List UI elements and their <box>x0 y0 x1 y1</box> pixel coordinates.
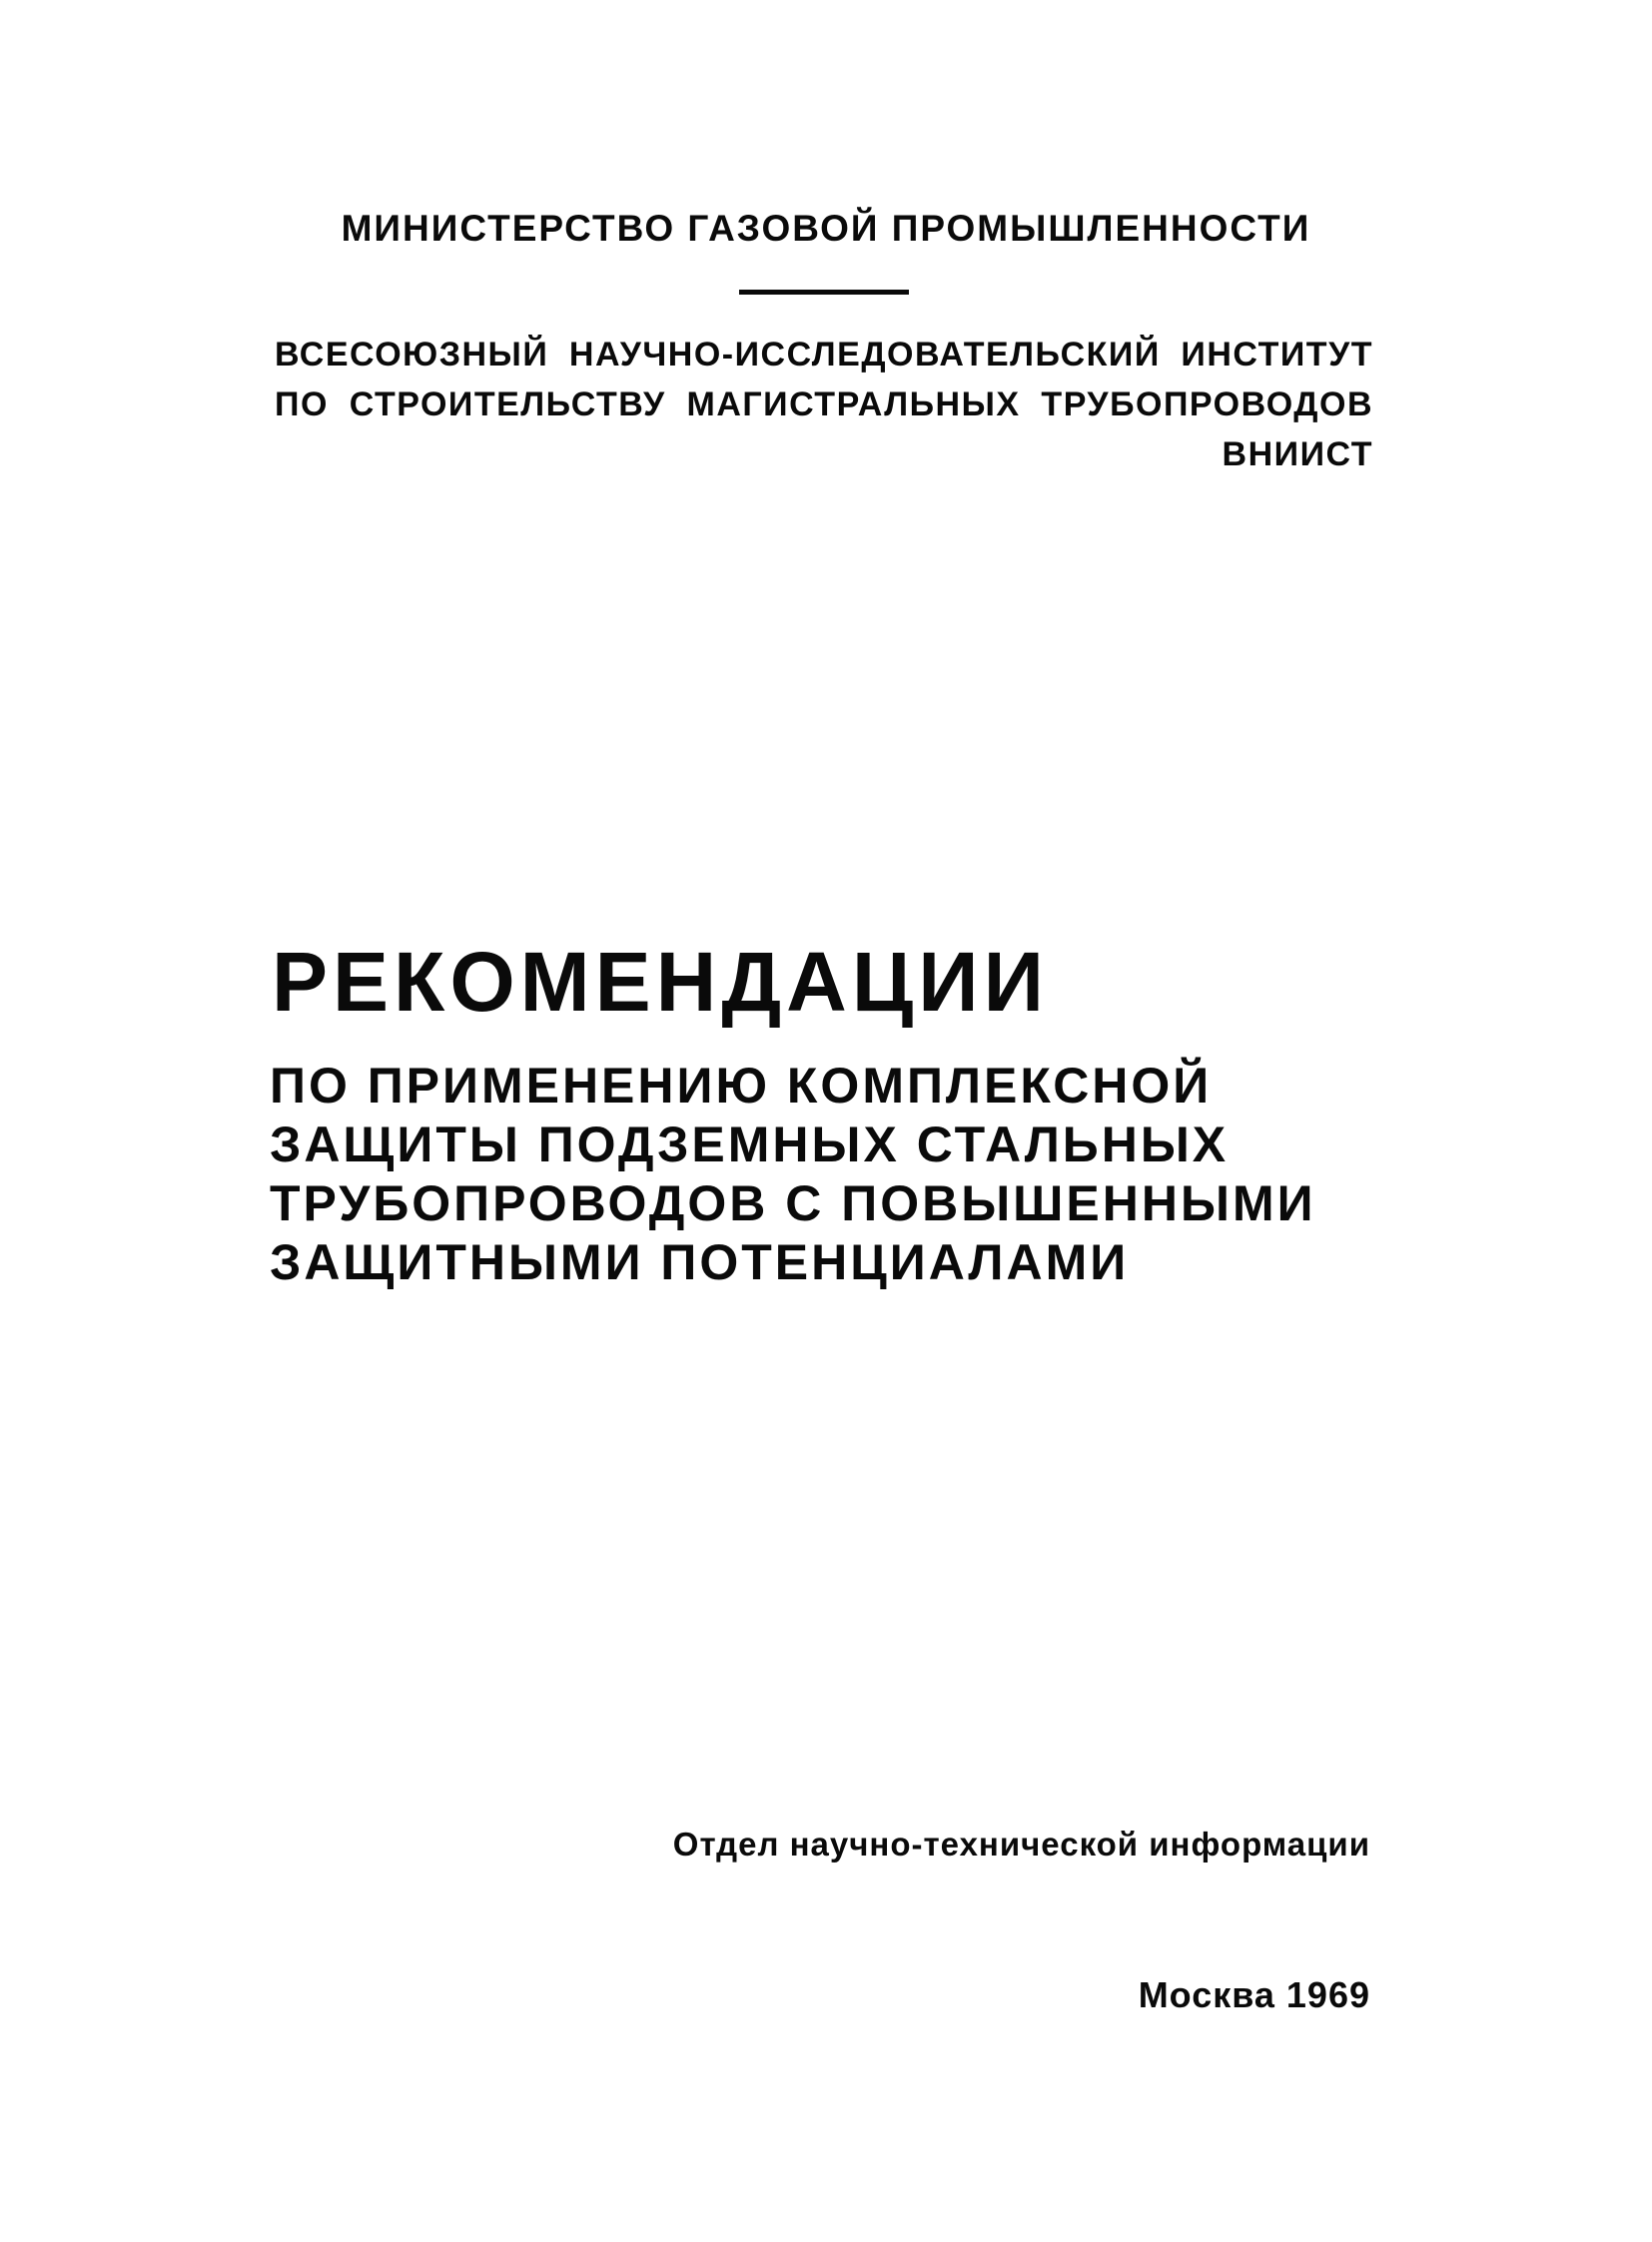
header-divider <box>739 290 909 295</box>
subtitle-line: ЗАЩИТНЫМИ ПОТЕНЦИАЛАМИ <box>270 1234 1130 1290</box>
institute-name-line-1: ВСЕСОЮЗНЫЙ НАУЧНО-ИССЛЕДОВАТЕЛЬСКИЙ ИНСТИТУТ <box>275 336 1373 374</box>
institute-abbreviation: ВНИИСТ <box>1222 435 1373 473</box>
publication-place-year: Москва 1969 <box>1138 1974 1370 2015</box>
subtitle-line: ТРУБОПРОВОДОВ С ПОВЫШЕННЫМИ <box>270 1175 1316 1231</box>
document-title: РЕКОМЕНДАЦИИ <box>272 935 1049 1029</box>
institute-name-line-2: ПО СТРОИТЕЛЬСТВУ МАГИСТРАЛЬНЫХ ТРУБОПРОВОДОВ <box>275 385 1373 423</box>
subtitle-line: ЗАЩИТЫ ПОДЗЕМНЫХ СТАЛЬНЫХ <box>270 1117 1230 1172</box>
subtitle-line: ПО ПРИМЕНЕНИЮ КОМПЛЕКСНОЙ <box>270 1058 1213 1114</box>
document-subtitle <box>270 1057 1316 1292</box>
publisher-department: Отдел научно-технической информации <box>672 1826 1370 1863</box>
ministry-name: МИНИСТЕРСТВО ГАЗОВОЙ ПРОМЫШЛЕННОСТИ <box>341 208 1311 249</box>
institute-block <box>275 330 1373 479</box>
